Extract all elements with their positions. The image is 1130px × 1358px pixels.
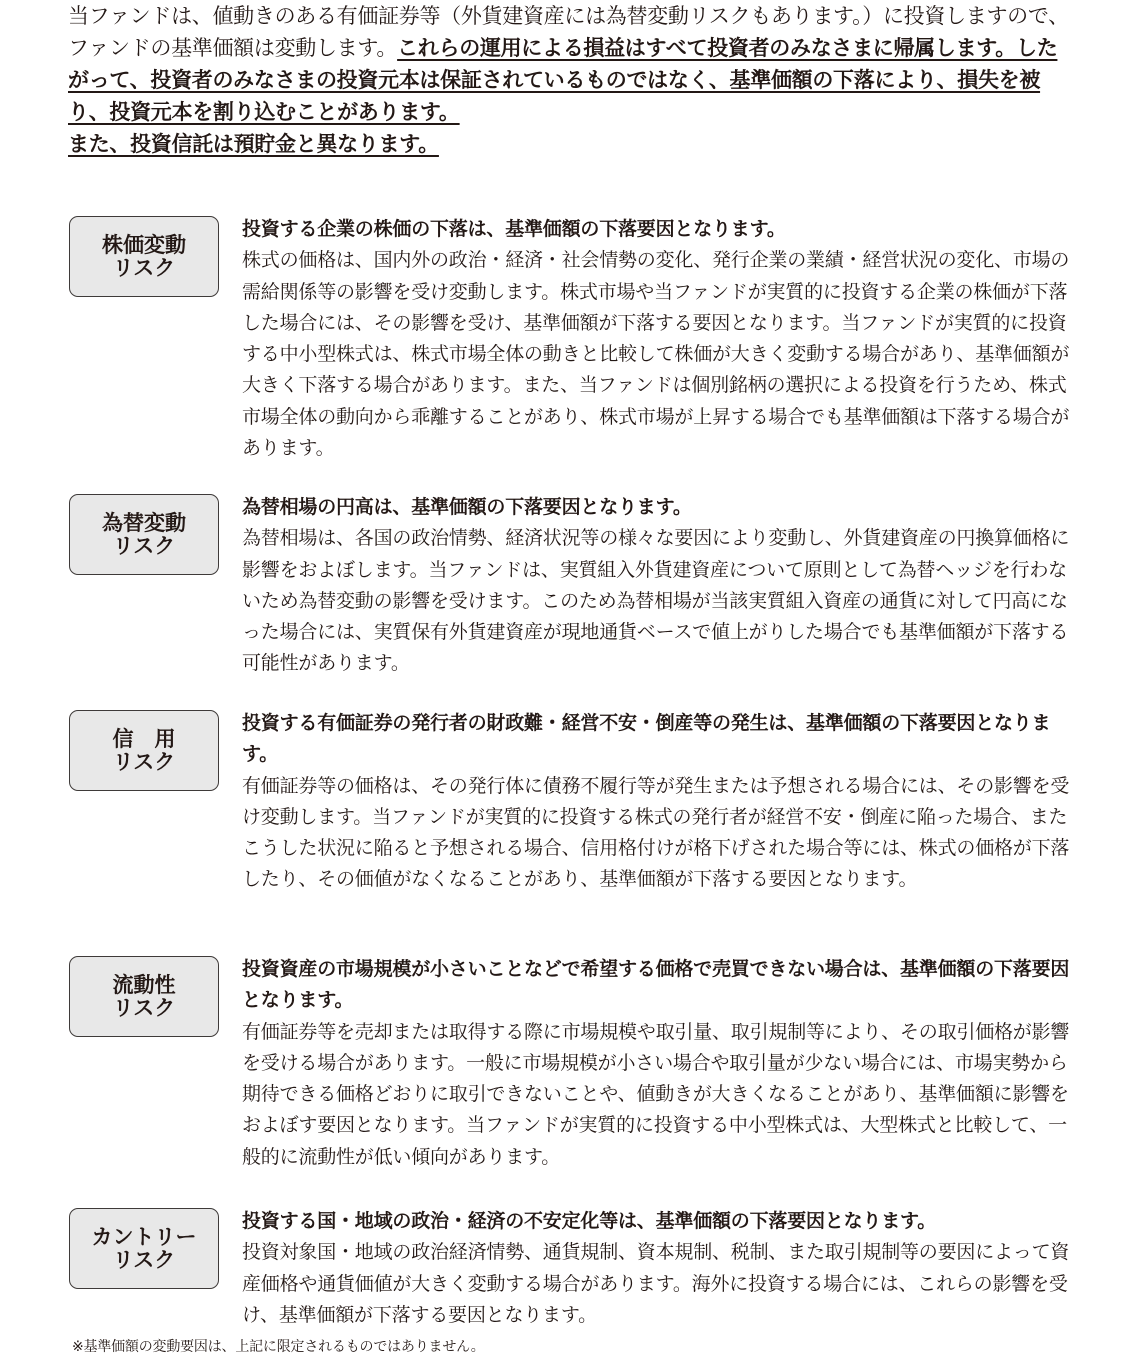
risk-label-line1: 為替変動 (102, 510, 186, 535)
risk-headline: 為替相場の円高は、基準価額の下落要因となります。 (242, 496, 692, 518)
risk-headline: 投資する有価証券の発行者の財政難・経営不安・倒産等の発生は、基準価額の下落要因となります。 (242, 712, 1051, 766)
risk-headline: 投資する国・地域の政治・経済の不安定化等は、基準価額の下落要因となります。 (242, 1210, 937, 1232)
risk-body: 有価証券等を売却または取得する際に市場規模や取引量、取引規制等により、その取引価格が影響を受ける場合があります。一般に市場規模が小さい場合や取引量が少ない場合には、市場実勢から期待できる価格どおりに取引できないことや、値動きが大きくなることがあり、基準価額に影響をおよぼす要因となります。当ファンドが実質的に投資する中小型株式は、大型株式と比較して、一般的に流動性が低い傾向があります。 (242, 1020, 1070, 1168)
risk-body: 株式の価格は、国内外の政治・経済・社会情勢の変化、発行企業の業績・経営状況の変化、市場の需給関係等の影響を受け変動します。株式市場や当ファンドが実質的に投資する企業の株価が下落した場合には、その影響を受け、基準価額が下落する要因となります。当ファンドが実質的に投資する中小型株式は、株式市場全体の動きと比較して株価が大きく変動する場合があり、基準価額が大きく下落する場合があります。また、当ファンドは個別銘柄の選択による投資を行うため、株式市場全体の動向から乖離することがあり、株式市場が上昇する場合でも基準価額は下落する場合があります。 (242, 249, 1070, 460)
risk-label-line1: 信 用 (112, 726, 176, 751)
risk-description (242, 1206, 1072, 1331)
risk-label-box (69, 494, 219, 575)
risk-label-line1: カントリー (91, 1224, 197, 1249)
risk-description (242, 214, 1072, 464)
risk-label-box (69, 710, 219, 791)
risk-label-line1: 流動性 (112, 972, 176, 997)
risk-label-line1: 株価変動 (102, 232, 186, 257)
risk-label-line2: リスク (112, 1247, 176, 1272)
risk-label-line2: リスク (112, 995, 176, 1020)
risk-body: 有価証券等の価格は、その発行体に債務不履行等が発生または予想される場合には、その影響を受け変動します。当ファンドが実質的に投資する株式の発行者が経営不安・倒産に陥った場合、またこうした状況に陥ると予想される場合、信用格付けが格下げされた場合等には、株式の価格が下落したり、その価値がなくなることがあり、基準価額が下落する要因となります。 (242, 774, 1070, 891)
risk-label-box (69, 956, 219, 1037)
risk-label-line2: リスク (112, 533, 176, 558)
risk-description (242, 708, 1072, 896)
risk-label-line2: リスク (112, 255, 176, 280)
intro-emphasis-text: これらの運用による損益はすべて投資者のみなさまに帰属します。したがって、投資者のみなさまの投資元本は保証されているものではなく、基準価額の下落により、損失を被り、投資元本を割り込むことがあります。 (68, 36, 1058, 124)
risk-label-box (69, 1208, 219, 1289)
risk-label-line2: リスク (112, 749, 176, 774)
intro-emphasis-text-2: また、投資信託は預貯金と異なります。 (68, 132, 439, 156)
intro-paragraph (68, 0, 1078, 160)
risk-body: 為替相場は、各国の政治情勢、経済状況等の様々な要因により変動し、外貨建資産の円換算価格に影響をおよぼします。当ファンドは、実質組入外貨建資産について原則として為替ヘッジを行わないため為替変動の影響を受けます。このため為替相場が当該実質組入資産の通貨に対して円高になった場合には、実質保有外貨建資産が現地通貨ベースで値上がりした場合でも基準価額が下落する可能性があります。 (242, 527, 1070, 675)
intro-plain-text: 当ファンドは、値動きのある有価証券等（外貨建資産には為替変動リスクもあります。）に投資しますので、ファンドの基準価額は変動します。 (68, 4, 1069, 60)
risk-description (242, 954, 1072, 1173)
risk-description (242, 492, 1072, 680)
risk-label-box (69, 216, 219, 297)
risk-headline: 投資資産の市場規模が小さいことなどで希望する価格で売買できない場合は、基準価額の下落要因となります。 (242, 958, 1070, 1012)
risk-body: 投資対象国・地域の政治経済情勢、通貨規制、資本規制、税制、また取引規制等の要因によって資産価格や通貨価値が大きく変動する場合があります。海外に投資する場合には、これらの影響を受け、基準価額が下落する要因となります。 (242, 1241, 1070, 1326)
footnote: ※基準価額の変動要因は、上記に限定されるものではありません。 (72, 1339, 485, 1355)
risk-headline: 投資する企業の株価の下落は、基準価額の下落要因となります。 (242, 218, 786, 240)
